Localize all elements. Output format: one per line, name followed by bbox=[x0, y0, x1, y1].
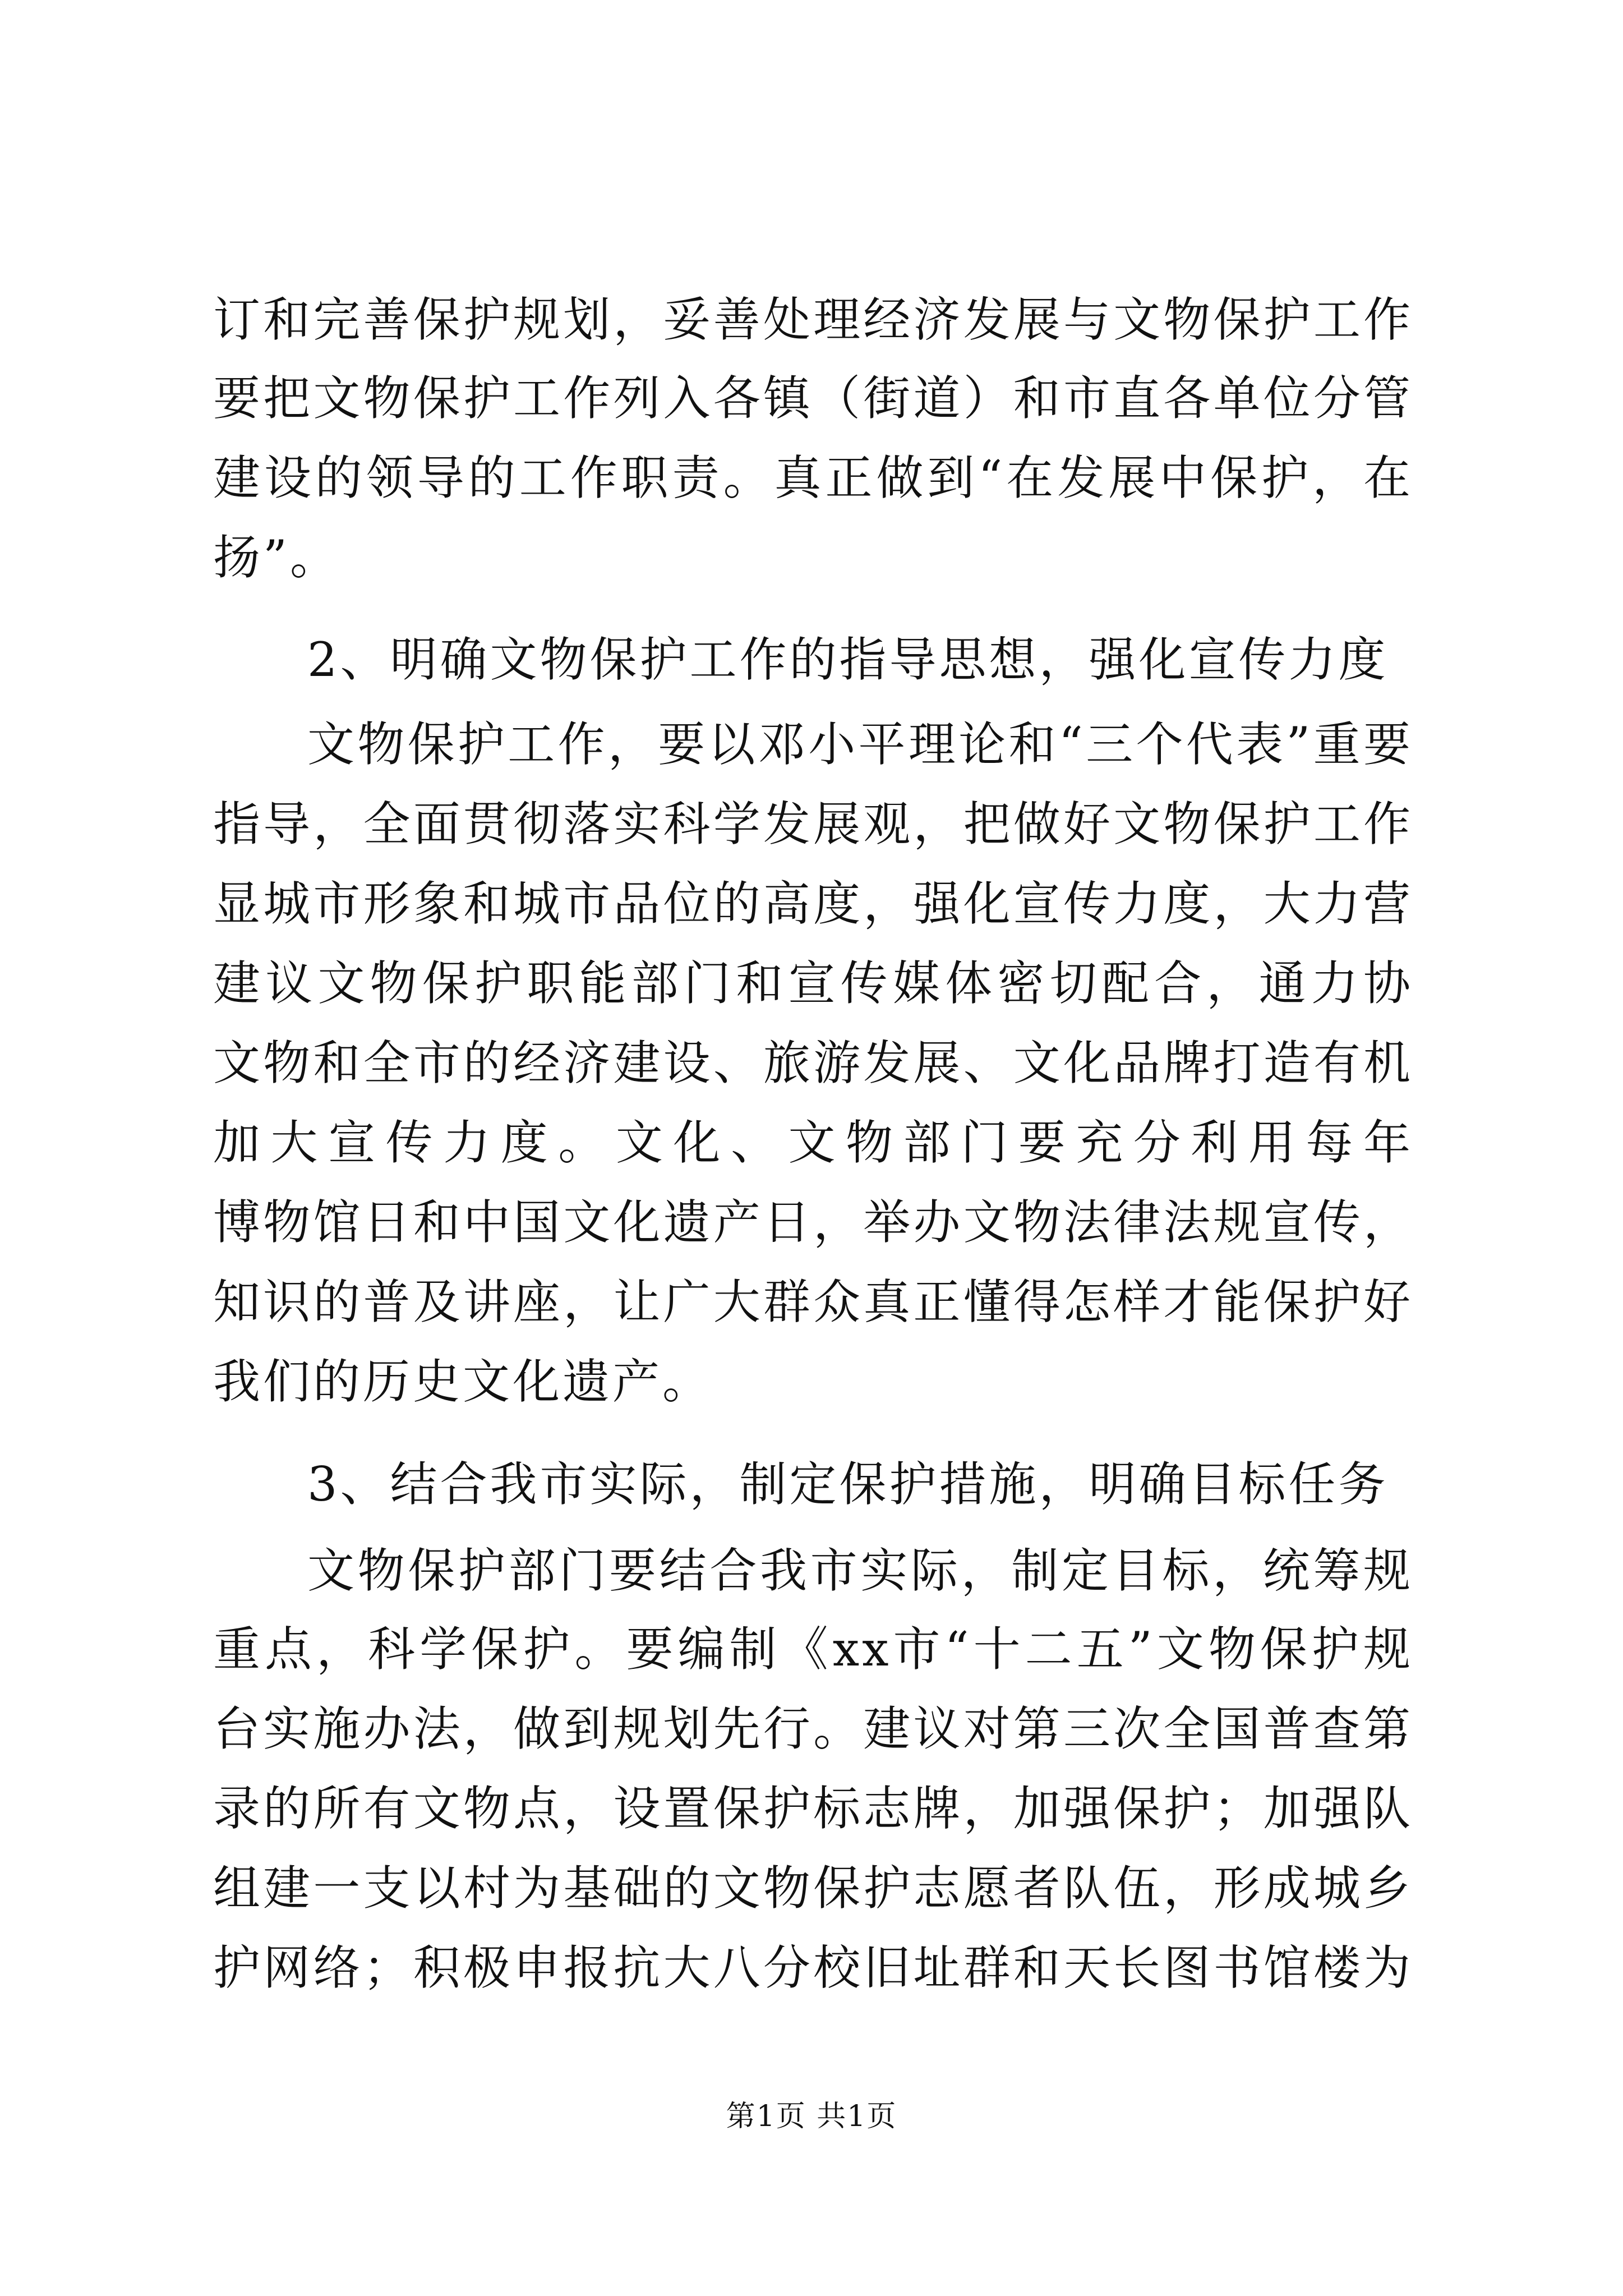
body-text-line: 我们的历史文化遗产。 bbox=[213, 1354, 713, 1409]
section-heading: 2、明确文物保护工作的指导思想，强化宣传力度 bbox=[307, 632, 1389, 687]
body-text-line: 文物和全市的经济建设、旅游发展、文化品牌打造有机 bbox=[213, 1036, 1413, 1091]
body-text-line: 建设的领导的工作职责。真正做到“在发展中保护，在 bbox=[213, 450, 1413, 505]
body-text-line: 建议文物保护职能部门和宣传媒体密切配合，通力协 bbox=[213, 956, 1413, 1011]
page-footer: 第1页 共1页 bbox=[726, 2100, 897, 2133]
body-text-line: 显城市形象和城市品位的高度，强化宣传力度，大力营 bbox=[213, 876, 1413, 931]
body-text-line: 指导，全面贯彻落实科学发展观，把做好文物保护工作 bbox=[213, 797, 1413, 852]
body-text-line: 组建一支以村为基础的文物保护志愿者队伍，形成城乡 bbox=[213, 1861, 1413, 1916]
body-text-line: 博物馆日和中国文化遗产日，举办文物法律法规宣传， bbox=[213, 1195, 1413, 1250]
body-text-line: 台实施办法，做到规划先行。建议对第三次全国普查第 bbox=[213, 1701, 1413, 1756]
body-text-line: 知识的普及讲座，让广大群众真正懂得怎样才能保护好 bbox=[213, 1274, 1413, 1329]
body-text-line: 文物保护部门要结合我市实际，制定目标，统筹规 bbox=[307, 1543, 1413, 1598]
section-heading: 3、结合我市实际，制定保护措施，明确目标任务 bbox=[307, 1457, 1389, 1512]
body-text-line: 要把文物保护工作列入各镇（街道）和市直各单位分管 bbox=[213, 371, 1413, 426]
body-text-line: 加大宣传力度。文化、文物部门要充分利用每年 bbox=[213, 1115, 1413, 1170]
body-text-line: 录的所有文物点，设置保护标志牌，加强保护；加强队 bbox=[213, 1781, 1413, 1836]
body-text-line: 订和完善保护规划，妥善处理经济发展与文物保护工作 bbox=[213, 292, 1413, 347]
body-text-line: 文物保护工作，要以邓小平理论和“三个代表”重要 bbox=[307, 717, 1413, 772]
body-text-line: 护网络；积极申报抗大八分校旧址群和天长图书馆楼为 bbox=[213, 1940, 1413, 1995]
body-text-line: 扬”。 bbox=[213, 530, 340, 585]
body-text-line: 重点，科学保护。要编制《xx市“十二五”文物保护规 bbox=[213, 1622, 1413, 1677]
